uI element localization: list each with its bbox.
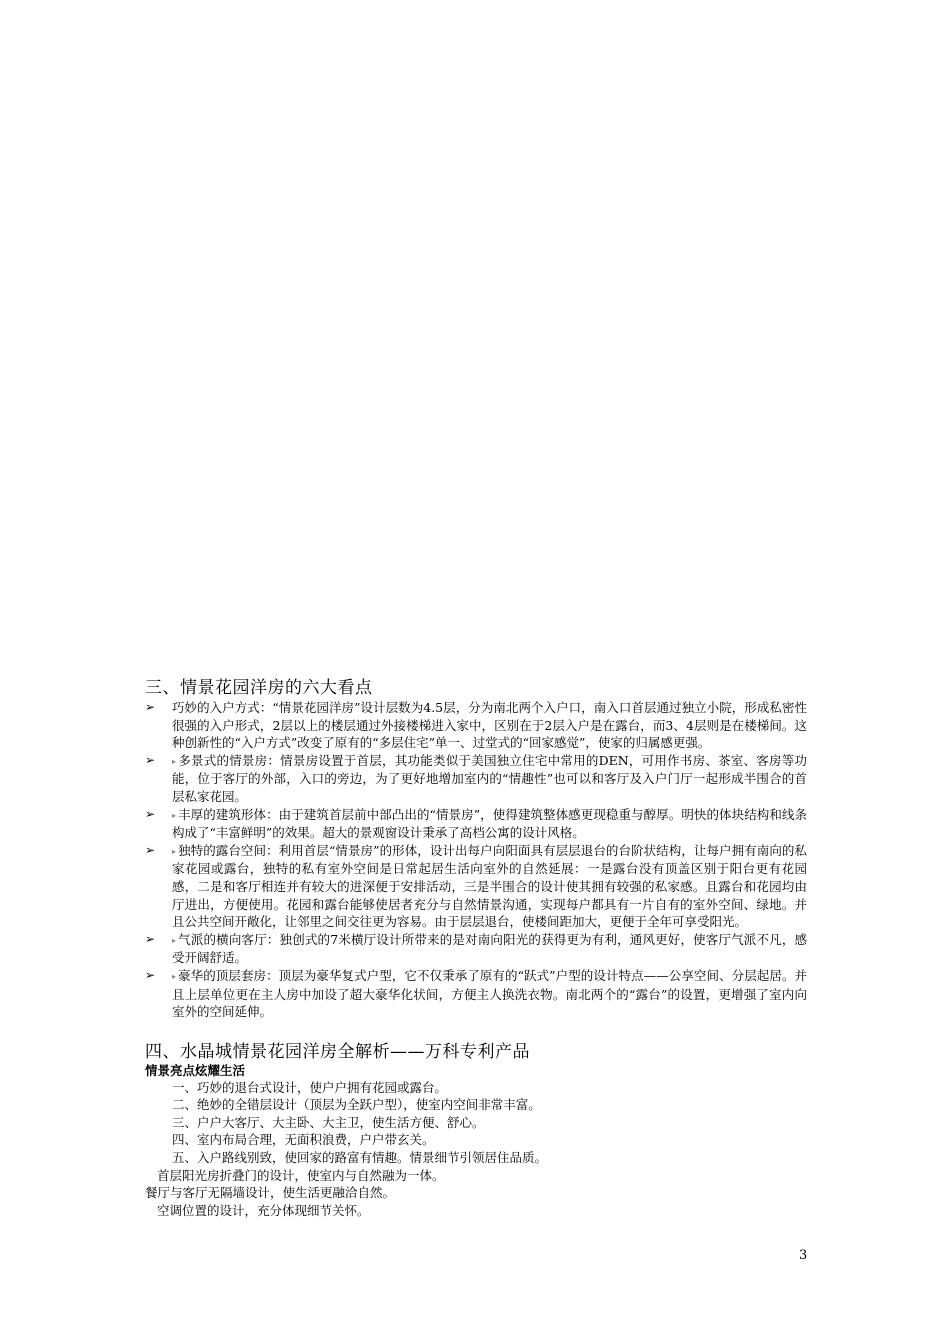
numbered-point: 二、绝妙的全错层设计（顶层为全跃户型），使室内空间非常丰富。 [172,1097,541,1113]
list-item [145,806,807,842]
numbered-point: 四、室内布局合理，无面积浪费，户户带玄关。 [172,1132,435,1148]
numbered-point: 三、户户大客厅、大主卧、大主卫，使生活方便、舒心。 [172,1114,485,1130]
small-triangle-icon: ▸ [172,971,177,981]
arrow-bullet-icon: ➢ [145,931,156,946]
detail-line: 空调位置的设计，充分体现细节关怀。 [157,1202,370,1218]
arrow-bullet-icon: ➢ [145,752,156,767]
arrow-bullet-icon: ➢ [145,967,156,982]
list-item-text: 丰厚的建筑形体：由于建筑首层前中部凸出的“情景房”，使得建筑整体感更现稳重与醇厚。明快的体块结构和线条构成了“丰富鲜明”的效果。超大的景观窗设计秉承了高档公寓的设计风格。 [172,806,807,841]
small-triangle-icon: ▸ [172,935,177,945]
list-item-text: 豪华的顶层套房：顶层为豪华复式户型，它不仅秉承了原有的“跃式”户型的设计特点——公享空间、分层起居。并且上层单位更在主人房中加设了超大豪华化状间，方便主人换洗衣物。南北两个的“露台”的设置，更增强了室内向室外的空间延伸。 [172,967,807,1020]
section-three-title: 三、情景花园洋房的六大看点 [145,678,373,698]
page-content [145,677,807,1219]
list-item [145,699,807,752]
list-item-text: 巧妙的入户方式：“情景花园洋房”设计层数为4.5层，分为南北两个入户口，南入口首层通过独立小院，形成私密性很强的入户形式，2层以上的楼层通过外接楼梯进入家中，区别在于2层入户是在露台，而3、4层则是在楼梯间。这种创新性的“入户方式”改变了原有的“多层住宅”单一、过堂式的“回家感觉”，使家的归属感更强。 [172,700,807,751]
section-four-subtitle: 情景亮点炫耀生活 [145,1062,246,1078]
numbered-point: 一、巧妙的退台式设计，使户户拥有花园或露台。 [172,1079,448,1095]
list-item-text: 独特的露台空间：利用首层“情景房”的形体，设计出每户向阳面具有层层退台的台阶状结构，让每户拥有南向的私家花园或露台，独特的私有室外空间是日常起居生活向室外的自然延展：一是露台没有顶盖区别于阳台更有花园感，二是和客厅相连并有较大的进深便于安排活动，三是半围合的设计使其拥有较强的私家感。且露台和花园均由厅进出，方便使用。花园和露台能够使居者充分与自然情景沟通，实现每户都具有一片自有的室外空间、绿地。并且公共空间开敞化，让邻里之间交往更为容易。由于层层退台，使楼间距加大，更便于全年可享受阳光。 [172,842,807,930]
small-triangle-icon: ▸ [172,810,177,820]
detail-line: 首层阳光房折叠门的设计，使室内与自然融为一体。 [157,1167,445,1183]
list-item [145,842,807,931]
small-triangle-icon: ▸ [172,846,177,856]
highlights-list [145,699,807,1021]
small-triangle-icon: ▸ [172,756,177,766]
page-number: 3 [799,1248,808,1263]
list-item [145,752,807,806]
list-item-text: 气派的横向客厅：独创式的7米横厅设计所带来的是对南向阳光的获得更为有利，通风更好，使客厅气派不凡，感受开阔舒适。 [172,931,807,966]
numbered-point: 五、入户路线别致，使回家的路富有情趣。情景细节引领居住品质。 [172,1150,548,1166]
arrow-bullet-icon: ➢ [145,806,156,821]
list-item [145,967,807,1021]
section-four-title: 四、水晶城情景花园洋房全解析——万科专利产品 [145,1041,530,1062]
list-item-text: 多景式的情景房：情景房设置于首层，其功能类似于美国独立住宅中常用的DEN，可用作书房、茶室、客房等功能，位于客厅的外部，入口的旁边，为了更好地增加室内的“情趣性”也可以和客厅及入户门厅一起形成半围合的首层私家花园。 [172,752,807,804]
list-item [145,931,807,967]
arrow-bullet-icon: ➢ [145,842,156,857]
section-four [145,1041,807,1220]
detail-line: 餐厅与客厅无隔墙设计，使生活更融洽自然。 [145,1185,396,1201]
arrow-bullet-icon: ➢ [145,700,156,714]
